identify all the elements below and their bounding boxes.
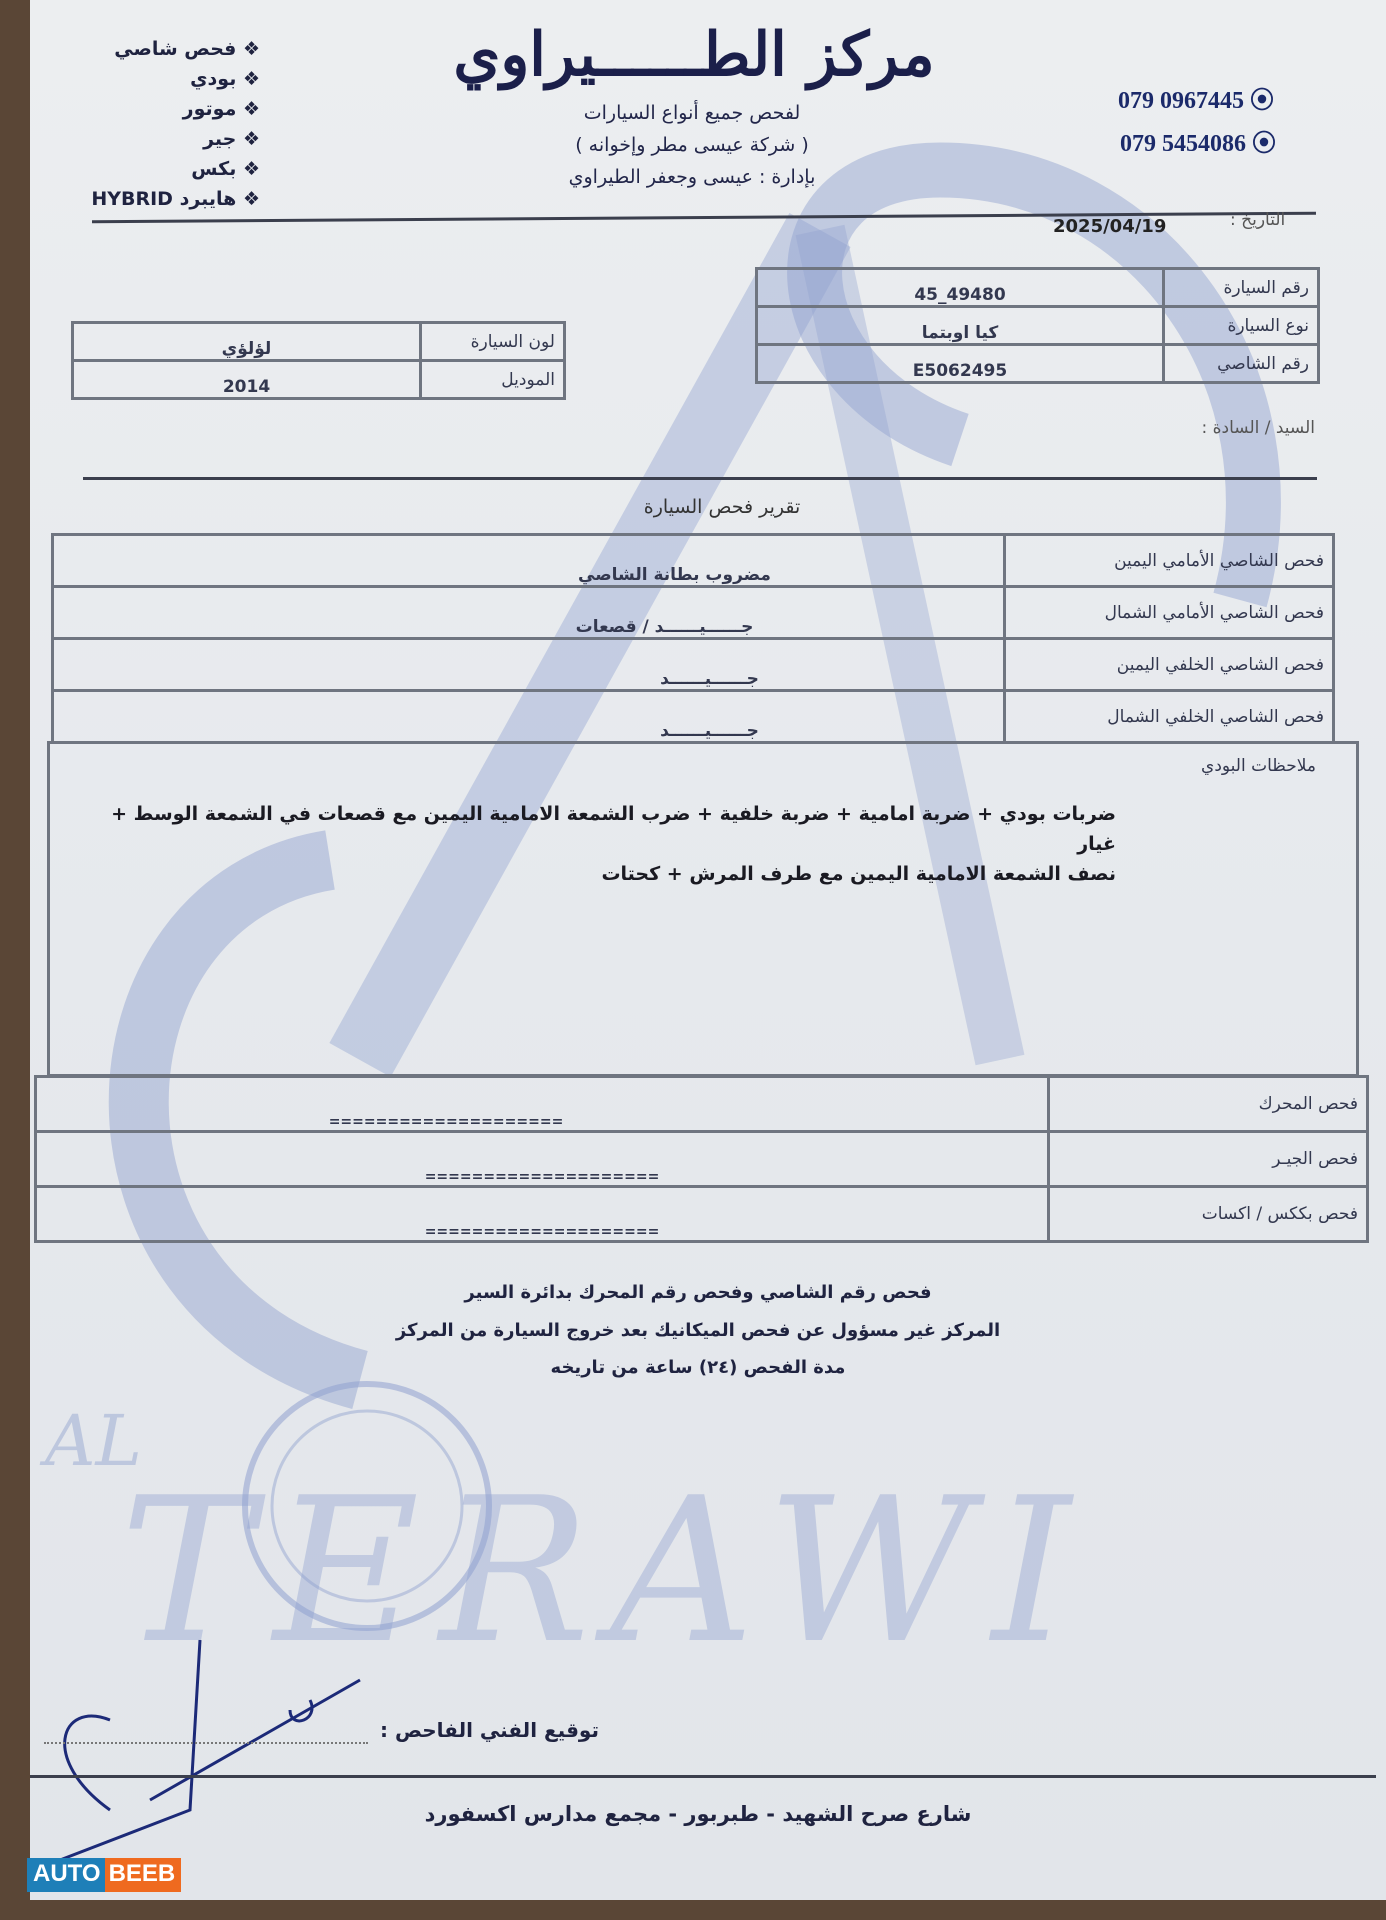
phone-1: 079 0967445 ⦿ <box>1118 88 1274 114</box>
chassis-rear-right-label: فحص الشاصي الخلفي اليمين <box>1005 639 1334 691</box>
services-list <box>60 34 260 214</box>
footer-divider <box>30 1775 1376 1778</box>
chassis-number-value: E5062495 <box>757 345 1164 383</box>
chassis-rear-left-value: جــــــيــــــد <box>53 691 1005 743</box>
service-item: ❖ موتور <box>182 98 260 120</box>
report-title: تقرير فحص السيارة <box>643 496 801 518</box>
chassis-table <box>51 533 1335 744</box>
watermark-al: AL <box>45 1400 143 1482</box>
color-value: لؤلؤي <box>73 323 421 361</box>
body-notes-label: ملاحظات البودي <box>1201 756 1316 776</box>
chassis-front-left-value: جــــــيــــــد / قصعات <box>53 587 1005 639</box>
phone-icon: ⦿ <box>1250 88 1274 114</box>
address: شارع صرح الشهيد - طبربور - مجمع مدارس اكسفورد <box>424 1802 972 1826</box>
subtitle-2: ( شركة عيسى مطر وإخوانه ) <box>575 134 809 156</box>
car-type-value: كيا اوبتما <box>757 307 1164 345</box>
chassis-front-right-value: مضروب بطانة الشاصي <box>53 535 1005 587</box>
chassis-number-label: رقم الشاصي <box>1164 345 1319 383</box>
model-label: الموديل <box>421 361 565 399</box>
badge-left: AUTO <box>27 1858 105 1892</box>
customer-label: السيد / السادة : <box>1201 418 1315 438</box>
watermark-terawi: TERAWI <box>120 1455 1091 1688</box>
footer-note-1: فحص رقم الشاصي وفحص رقم المحرك بدائرة السير <box>464 1282 932 1303</box>
gearbox-value: ==================== <box>36 1132 1049 1187</box>
chassis-front-left-label: فحص الشاصي الأمامي الشمال <box>1005 587 1334 639</box>
footer-note-3: مدة الفحص (٢٤) ساعة من تاريخه <box>550 1357 846 1378</box>
car-info-table <box>755 267 1320 384</box>
phone-icon: ⦿ <box>1252 131 1276 157</box>
gearbox-label: فحص الجيـر <box>1049 1132 1368 1187</box>
car-extra-table <box>71 321 566 400</box>
model-value: 2014 <box>73 361 421 399</box>
center-name: مركز الطــــــيراوي <box>453 20 935 90</box>
differential-label: فحص بككس / اكسات <box>1049 1187 1368 1242</box>
chassis-rear-right-value: جــــــيــــــد <box>53 639 1005 691</box>
autobeeb-badge <box>27 1858 181 1892</box>
date-value: 2025/04/19 <box>1053 216 1167 237</box>
signature-line <box>44 1742 368 1744</box>
body-notes-box <box>47 741 1359 1077</box>
color-label: لون السيارة <box>421 323 565 361</box>
signature-label: توقيع الفني الفاحص : <box>380 1718 599 1742</box>
service-item: ❖ فحص شاصي <box>114 38 260 60</box>
car-type-label: نوع السيارة <box>1164 307 1319 345</box>
chassis-front-right-label: فحص الشاصي الأمامي اليمين <box>1005 535 1334 587</box>
footer-note-2: المركز غير مسؤول عن فحص الميكانيك بعد خروج السيارة من المركز <box>395 1320 1001 1341</box>
phone-2: 079 5454086 ⦿ <box>1120 131 1276 157</box>
body-notes-line-2: نصف الشمعة الامامية اليمين مع طرف المرش + كحتات <box>601 863 1116 885</box>
service-item: ❖ جير <box>203 128 260 150</box>
body-notes-line-1: ضربات بودي + ضربة امامية + ضربة خلفية + ضرب الشمعة الامامية اليمين مع قصعات في الشمعة الوسط + غيار <box>111 803 1116 855</box>
engine-label: فحص المحرك <box>1049 1077 1368 1132</box>
service-item: ❖ هايبرد HYBRID <box>91 188 260 210</box>
customer-line <box>83 477 1317 480</box>
service-item: ❖ بودي <box>190 68 260 90</box>
date-label: التاريخ : <box>1230 210 1286 230</box>
engine-value: ==================== <box>36 1077 1049 1132</box>
mechanical-table <box>34 1075 1369 1243</box>
badge-right: BEEB <box>105 1858 182 1892</box>
chassis-rear-left-label: فحص الشاصي الخلفي الشمال <box>1005 691 1334 743</box>
differential-value: ==================== <box>36 1187 1049 1242</box>
plate-label: رقم السيارة <box>1164 269 1319 307</box>
subtitle-1: لفحص جميع أنواع السيارات <box>583 102 801 124</box>
plate-value: 45_49480 <box>757 269 1164 307</box>
subtitle-3: بإدارة : عيسى وجعفر الطيراوي <box>568 166 816 188</box>
service-item: ❖ بكس <box>191 158 260 180</box>
